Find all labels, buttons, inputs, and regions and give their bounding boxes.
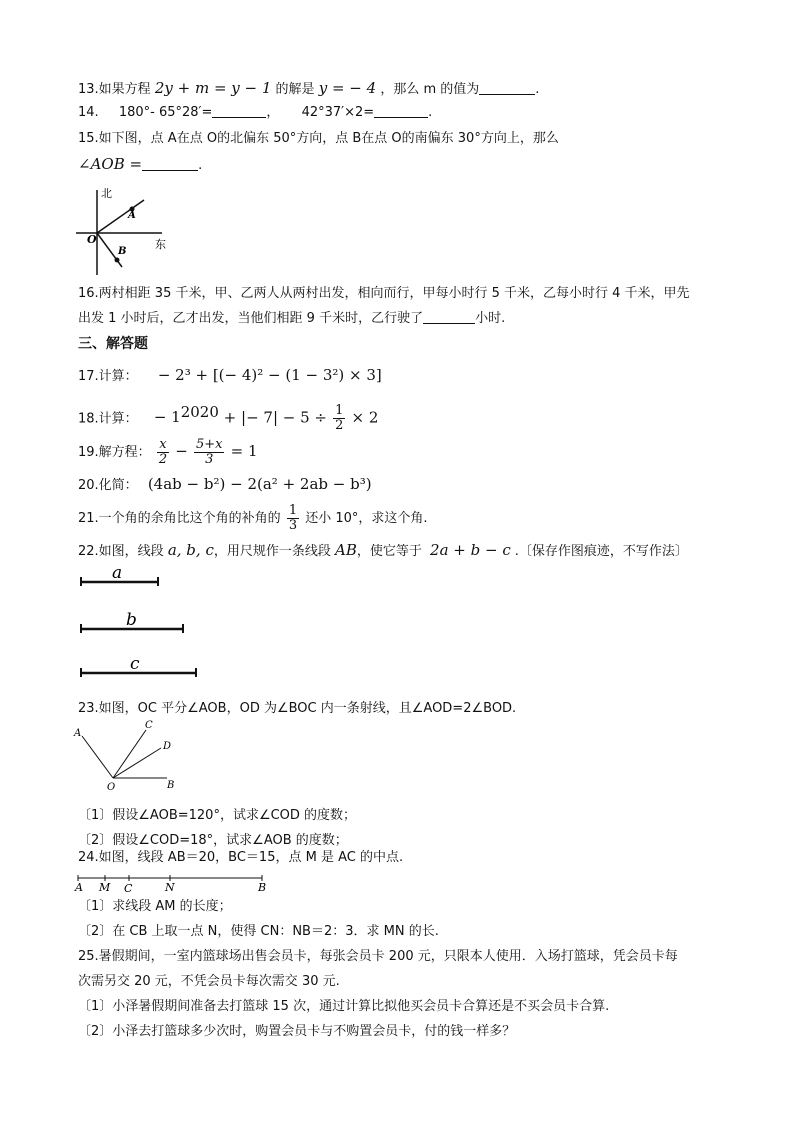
q24-part-2: 〔2〕在 CB 上取一点 N，使得 CN：NB＝2：3．求 MN 的长. (78, 924, 439, 939)
q14-part-a: 180°- 65°28′= (118, 105, 213, 120)
q21 (78, 504, 428, 533)
q22 (78, 540, 688, 562)
q14-part-b: 42°37′×2= (301, 105, 375, 120)
q18-base: − 1 (153, 408, 181, 427)
q24-part-1: 〔1〕求线段 AM 的长度； (78, 899, 232, 914)
q15-ray-oa (97, 200, 144, 233)
q25-part-1: 〔1〕小泽暑假期间准备去打篮球 15 次，通过计算比拟他买会员卡合算还是不买会员卡合算. (78, 999, 610, 1014)
q13-equation: 2y + m = y − 1 (154, 79, 272, 97)
q13-prefix: 13.如果方程 (78, 82, 151, 97)
q15-end: . (198, 158, 203, 173)
q22-prefix: 22.如图，线段 (78, 544, 164, 559)
q18-post: × 2 (351, 408, 379, 427)
q18-frac-den: 2 (335, 418, 344, 434)
q19-n1: x (159, 437, 167, 452)
section-title-3: 三、解答题 (78, 336, 148, 352)
q21-fraction (287, 504, 299, 533)
q16-line2 (78, 309, 505, 329)
q14-blank-a[interactable] (212, 103, 266, 118)
q23-text: 23.如图，OC 平分∠AOB，OD 为∠BOC 内一条射线，且∠AOD=2∠BOD. (78, 701, 517, 716)
q19 (78, 436, 258, 468)
q16-answer-blank[interactable] (423, 309, 475, 324)
q19-rhs: = 1 (230, 442, 258, 460)
q19-d1: 2 (158, 452, 168, 467)
q15-angle: ∠AOB = (78, 155, 143, 173)
q14-end: . (428, 105, 433, 120)
segment-a-label: a (112, 563, 123, 583)
segment-b-label: b (126, 610, 137, 630)
q13-suffix: ，那么 m 的值为 (380, 82, 480, 97)
q23-label-b: B (167, 780, 175, 791)
q14-sep: ， (266, 105, 280, 120)
q18-label: 18.计算： (78, 411, 138, 427)
q23-part-2: 〔2〕假设∠COD=18°，试求∠AOB 的度数； (78, 833, 348, 848)
q23-label-c: C (145, 720, 153, 731)
q22-vars: a, b, c (167, 541, 214, 559)
q17-expression: − 2³ + [(− 4)² − (1 − 3²) × 3] (157, 366, 382, 384)
q13-end: . (535, 82, 540, 97)
q14-prefix: 14. (78, 105, 99, 120)
q25-line2: 次需另交 20 元，不凭会员卡每次需交 30 元. (78, 974, 340, 989)
q19-frac-2 (194, 438, 225, 467)
q25-part-2: 〔2〕小泽去打篮球多少次时，购置会员卡与不购置会员卡，付的钱一样多？ (78, 1024, 516, 1039)
q16-line2-suffix: 小时. (475, 311, 506, 326)
q18 (78, 398, 378, 433)
q22-segments (76, 562, 206, 682)
q23-ray-oc (113, 730, 146, 778)
q22-ab: AB (335, 541, 357, 559)
q21-prefix: 21.一个角的余角比这个角的补角的 (78, 511, 281, 526)
q24-label-b: B (258, 881, 267, 894)
q16-line1: 16.两村相距 35 千米，甲、乙两人从两村出发，相向而行，甲每小时行 5 千米，乙每小时行 4 千米，甲先 (78, 286, 690, 301)
q23-label-o: O (107, 782, 116, 792)
q15-line2 (78, 154, 202, 176)
q15-figure (70, 180, 190, 280)
q15-north-label: 北 (101, 187, 112, 200)
q15-answer-blank[interactable] (142, 156, 198, 171)
q24-figure (72, 872, 272, 894)
q25-line1: 25.暑假期间，一室内篮球场出售会员卡，每张会员卡 200 元，只限本人使用．入场打篮球，凭会员卡每 (78, 949, 678, 964)
q22-suffix: .〔保存作图痕迹，不写作法〕 (514, 544, 688, 559)
q18-frac-num: 1 (335, 403, 344, 419)
q23-figure (70, 718, 190, 792)
q15-line1: 15.如下图，点 A在点 O的北偏东 50°方向，点 B在点 O的南偏东 30°方向上，那么 (78, 131, 559, 146)
q17 (78, 365, 382, 387)
q23-label-a: A (74, 728, 82, 739)
q22-mid: ，用尺规作一条线段 (213, 544, 331, 559)
q24-label-m: M (99, 881, 111, 894)
q15-label-a: A (128, 210, 136, 221)
q19-frac-1 (157, 438, 169, 467)
q13-answer-blank[interactable] (479, 80, 535, 95)
q20 (78, 474, 372, 496)
q17-label: 17.计算： (78, 369, 138, 384)
q15-point-b (115, 258, 120, 263)
q20-expression: (4ab − b²) − 2(a² + 2ab − b³) (147, 475, 372, 493)
q19-minus: − (175, 442, 188, 460)
q22-mid2: ，使它等于 (356, 544, 422, 559)
q19-n2: 5+x (195, 437, 223, 452)
q20-label: 20.化简： (78, 478, 138, 493)
q24-text: 24.如图，线段 AB＝20，BC＝15，点 M 是 AC 的中点. (78, 850, 404, 865)
q24-label-n: N (165, 881, 175, 894)
q19-label: 19.解方程： (78, 445, 151, 460)
q21-suffix: 还小 10°，求这个角. (305, 511, 428, 526)
q18-middle: + |− 7| − 5 ÷ (218, 408, 327, 427)
q23-ray-od (113, 748, 161, 778)
q13 (78, 78, 539, 100)
q14-blank-b[interactable] (374, 103, 428, 118)
q14 (78, 103, 432, 123)
q24-label-a: A (75, 881, 83, 894)
q13-solution: y = − 4 (318, 79, 377, 97)
q24-label-c: C (124, 882, 133, 894)
q22-expression: 2a + b − c (430, 541, 511, 559)
q18-fraction (333, 404, 345, 433)
q15-label-o: O (87, 233, 97, 246)
q23-ray-oa (82, 736, 113, 778)
q13-mid: 的解是 (275, 82, 315, 97)
q15-east-label: 东 (155, 238, 166, 251)
q23-label-d: D (163, 741, 172, 752)
segment-c-label: c (130, 654, 140, 674)
q21-frac-num: 1 (288, 503, 298, 518)
q23-part-1: 〔1〕假设∠AOB=120°，试求∠COD 的度数； (78, 808, 357, 823)
q21-frac-den: 3 (288, 518, 298, 533)
q15-label-b: B (118, 246, 127, 257)
q19-d2: 3 (205, 452, 214, 467)
q16-line2-prefix: 出发 1 小时后，乙才出发，当他们相距 9 千米时，乙行驶了 (78, 311, 424, 326)
q18-exponent: 2020 (180, 403, 219, 421)
